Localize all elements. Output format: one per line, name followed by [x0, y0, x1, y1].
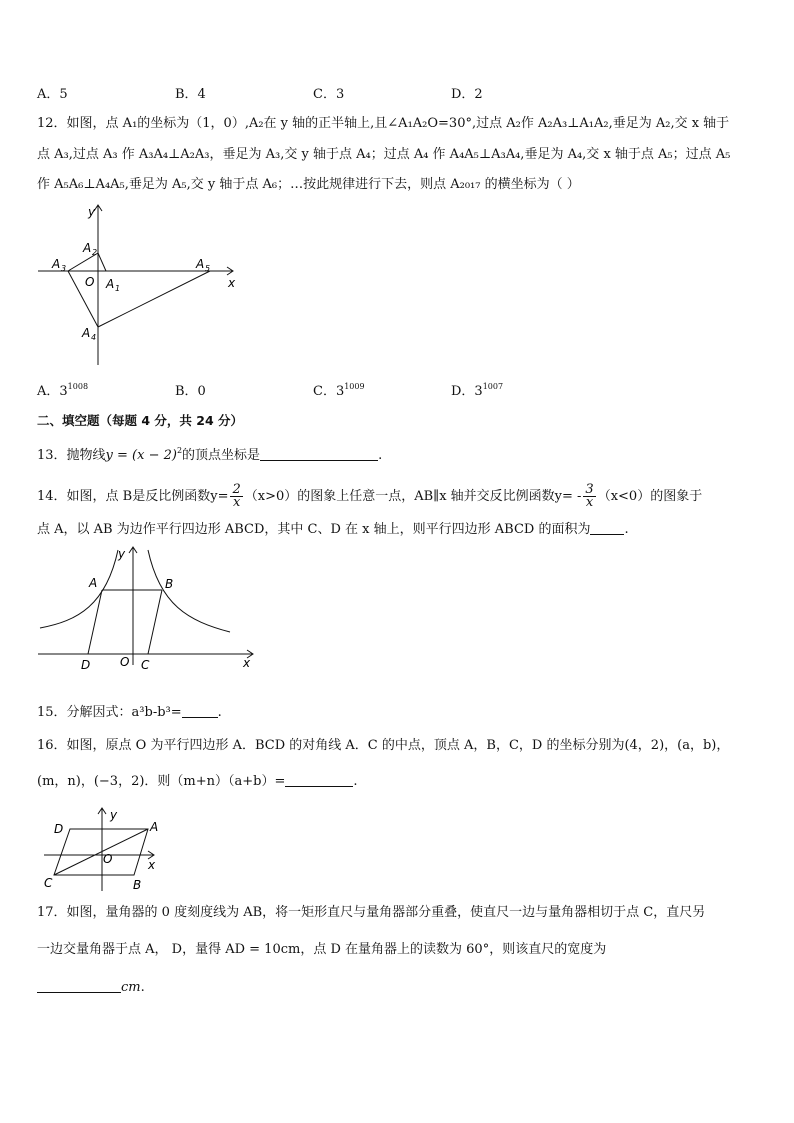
q14-seg-ad [88, 590, 102, 654]
q12-label-a3: A [52, 257, 61, 271]
q14-curve-right [148, 550, 230, 632]
q12-option-c: C．$3^{1009}$ [313, 382, 365, 399]
q12-option-d: D．$3^{1007}$ [451, 382, 504, 399]
q12-option-b: B．0 [175, 384, 206, 399]
q14-seg-bc [148, 590, 162, 654]
q11-option-b: B．4 [175, 87, 206, 102]
q12-line-2: 点 A₃,过点 A₃ 作 A₃A₄⊥A₂A₃，垂足为 A₃,交 y 轴于点 A₄；过点 A₄ 作 A₄A₅⊥A₃A₄,垂足为 A₄,交 x 轴于点 A₅；过点 A₅ [37, 147, 731, 162]
q14-label-d: D [81, 658, 91, 672]
q14-figure [38, 545, 263, 673]
q12-label-y: y [88, 205, 96, 219]
q12-label-a5: A [196, 257, 205, 271]
q14-label-y: y [118, 547, 126, 561]
q12-line-3: 作 A₅A₆⊥A₄A₅,垂足为 A₅,交 y 轴于点 A₆；…按此规律进行下去，则点 A₂₀₁₇ 的横坐标为（ ） [37, 177, 580, 192]
q16-line-1: 16．如图，原点 O 为平行四边形 A．BCD 的对角线 A．C 的中点，顶点 A，B，C，D 的坐标分别为(4，2)，(a，b)， [37, 738, 730, 753]
q12-label-a1-sub: 1 [115, 284, 121, 293]
q12-figure [38, 200, 248, 375]
q12-line-1: 12．如图，点 A₁的坐标为（1，0）,A₂在 y 轴的正半轴上,且∠A₁A₂O=30°,过点 A₂作 A₂A₃⊥A₁A₂,垂足为 A₂,交 x 轴于 [37, 116, 730, 131]
q13: 13．抛物线$y = (x - 2)^2$的顶点坐标是 . [37, 446, 383, 463]
q11-option-a: A．5 [37, 87, 68, 102]
q14-answer-blank[interactable] [590, 520, 624, 535]
q16-label-b: B [133, 878, 142, 892]
q16-label-x: x [148, 858, 156, 872]
q12-label-a4-sub: 4 [91, 333, 97, 342]
q12-label-a2: A [83, 241, 92, 255]
q14-label-c: C [141, 658, 150, 672]
q12-label-x: x [228, 276, 236, 290]
q16-label-a: A [150, 820, 159, 834]
q16-figure [42, 803, 167, 893]
q15: 15．分解因式：a³b-b³= . [37, 705, 222, 720]
q14-line-2: 点 A，以 AB 为边作平行四边形 ABCD，其中 C、D 在 x 轴上，则平行四边形 ABCD 的面积为 . [37, 522, 629, 537]
q17-answer-blank[interactable] [37, 978, 121, 993]
q11-option-c: C．3 [313, 87, 345, 102]
q12-seg-a2a1 [98, 253, 106, 271]
q16-line-2: (m，n)，(−3，2)．则（m+n）（a+b）= . [37, 774, 358, 789]
q13-answer-blank[interactable] [260, 446, 378, 461]
q16-answer-blank[interactable] [285, 772, 353, 787]
q14-label-x: x [243, 656, 251, 670]
q14-line-1: 14．如图，点 B是反比例函数y= $\frac{2}{x}$ （x>0）的图象上任意一点，AB∥x 轴并交反比例函数y= - $\frac{3}{x}$ （x<0）的图象于 [37, 482, 703, 510]
q12-label-a3-sub: 3 [61, 264, 67, 273]
q15-answer-blank[interactable] [182, 703, 218, 718]
q17-line-2: 一边交量角器于点 A， D，量得 AD = 10cm，点 D 在量角器上的读数为 60°，则该直尺的宽度为 [37, 942, 607, 957]
q11-option-d: D．2 [451, 87, 483, 102]
q12-label-a1: A [106, 277, 115, 291]
q12-label-a4: A [82, 326, 91, 340]
q14-fraction-2: $\frac{3}{x}$ [585, 482, 594, 510]
q17-line-3: cm. [37, 978, 145, 997]
q12-seg-a4a5 [98, 271, 210, 327]
q14-fraction-1: $\frac{2}{x}$ [232, 482, 241, 510]
q12-option-a: A．$3^{1008}$ [37, 382, 89, 399]
q16-label-c: C [44, 876, 53, 890]
q16-label-y: y [110, 808, 118, 822]
q16-label-d: D [54, 822, 64, 836]
q14-curve-left [40, 550, 118, 628]
q14-label-o: O [120, 655, 130, 669]
q12-label-a5-sub: 5 [205, 264, 211, 273]
q12-label-a2-sub: 2 [92, 248, 98, 257]
section-heading: 二、填空题（每题 4 分，共 24 分） [37, 413, 244, 428]
q17-line-1: 17．如图，量角器的 0 度刻度线为 AB，将一矩形直尺与量角器部分重叠，使直尺一边与量角器相切于点 C，直尺另 [37, 905, 706, 920]
q14-label-b: B [165, 577, 174, 591]
q12-label-o: O [85, 275, 95, 289]
q16-label-o: O [103, 852, 113, 866]
q14-label-a: A [89, 576, 98, 590]
